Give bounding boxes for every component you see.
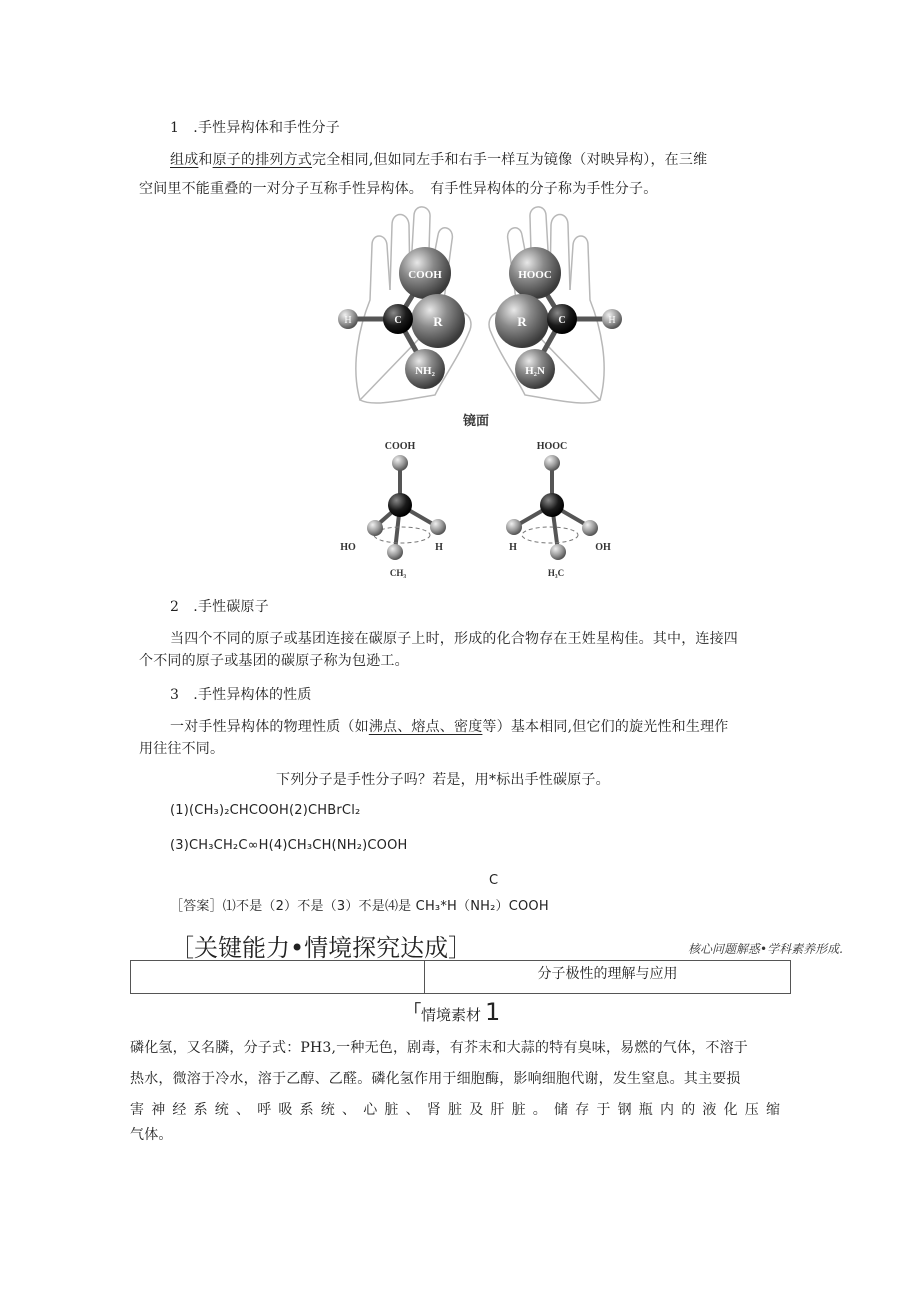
material-line2: 热水，微溶于冷水，溶于乙醇、乙醛。磷化氢作用于细胞酶，影响细胞代谢，发生窒息。其主要损 <box>130 1071 741 1087</box>
left-stick-molecule <box>340 441 446 578</box>
left-stick-top-label: COOH <box>384 441 416 452</box>
left-stick-right-label: H <box>435 542 443 553</box>
section3-line1-a: 一对手性异构体的物理性质（如 <box>170 719 369 735</box>
material-title: 情境素材 <box>421 1006 482 1024</box>
right-stick-molecule <box>506 441 611 578</box>
section3-line2: 用往往不同。 <box>139 741 225 757</box>
left-hand-top-label: COOH <box>408 269 442 281</box>
left-hand-bottom-label: NH₂ <box>415 365 435 377</box>
right-hand-center-label: C <box>558 315 566 326</box>
topic-table <box>130 960 791 994</box>
left-hand-right-label: R <box>433 314 443 329</box>
material-line4: 气体。 <box>130 1127 173 1143</box>
right-hand-right-label: H <box>608 315 616 326</box>
ability-tag: 核心问题解惑•学科素养形成. <box>688 942 843 956</box>
topic-table-empty-cell <box>131 961 425 994</box>
mirror-label: 镜面 <box>462 413 490 428</box>
material-number: 1 <box>485 998 501 1026</box>
chiral-molecule-figure <box>330 205 630 585</box>
text-rest: 完全相同,但如同左手和右手一样互为镜像（对映异构），在三维 <box>312 152 708 168</box>
topic-table-cell <box>425 961 791 994</box>
right-hand-top-label: HOOC <box>518 269 552 281</box>
left-hand-molecule <box>338 247 465 389</box>
section2-line2: 个不同的原子或基团的碳原子称为包逊工。 <box>139 653 409 669</box>
material-bracket: 「 <box>405 1001 422 1020</box>
section1-heading: 1 .手性异构体和手性分子 <box>170 120 340 136</box>
answer-line: ［答案］⑴不是（2）不是（3）不是⑷是 CH₃*H（NH₂）COOH <box>170 899 549 914</box>
left-hand-center-label: C <box>394 315 402 326</box>
question-q1: (1)(CH₃)₂CHCOOH(2)CHBrCl₂ <box>170 803 361 818</box>
material-line1: 磷化氢，又名膦，分子式：PH3,一种无色，剧毒，有芥末和大蒜的特有臭味，易燃的气体，不溶于 <box>130 1040 748 1056</box>
answer-c-label: C <box>489 873 499 888</box>
section2-line1: 当四个不同的原子或基团连接在碳原子上时，形成的化合物存在王姓星构佳。其中，连接四 <box>170 631 738 647</box>
right-stick-top-label: HOOC <box>536 441 568 452</box>
ability-title: ［关键能力•情境探究达成］ <box>170 934 473 962</box>
section3-line1-b: 等）基本相同,但它们的旋光性和生理作 <box>482 719 729 735</box>
question-prompt: 下列分子是手性分子吗？若是，用*标出手性碳原子。 <box>276 772 610 788</box>
material-heading <box>405 998 500 1026</box>
section1-line1 <box>170 149 707 169</box>
section2-heading: 2 .手性碳原子 <box>170 599 269 615</box>
left-hand-left-label: H <box>344 315 352 326</box>
section1-line2: 空间里不能重叠的一对分子互称手性异构体。 有手性异构体的分子称为手性分子。 <box>139 181 658 197</box>
right-hand-left-label: R <box>517 314 527 329</box>
left-stick-bottom-label: CH₃ <box>389 568 407 578</box>
underline-arrangement: 原子的排列方式 <box>212 152 313 168</box>
material-line3: 害神经系统、呼吸系统、心脏、肾脏及肝脏。储存于钢瓶内的液化压缩 <box>130 1102 788 1118</box>
left-stick-left-label: HO <box>340 542 356 553</box>
section3-heading: 3 .手性异构体的性质 <box>170 687 312 703</box>
section3-line1 <box>170 716 728 736</box>
topic-title: 分子极性的理解与应用 <box>537 966 678 982</box>
right-hand-molecule <box>495 247 622 389</box>
question-q2: (3)CH₃CH₂C∞H(4)CH₃CH(NH₂)COOH <box>170 838 408 853</box>
right-stick-bottom-label: H₃C <box>547 568 565 578</box>
right-hand-bottom-label: H₂N <box>525 365 545 377</box>
right-stick-left-label: H <box>509 542 517 553</box>
underline-composition: 组成 <box>170 152 199 168</box>
underline-properties: 沸点、熔点、密度 <box>368 719 483 735</box>
text-and: 和 <box>198 152 213 168</box>
right-stick-right-label: OH <box>595 542 611 553</box>
